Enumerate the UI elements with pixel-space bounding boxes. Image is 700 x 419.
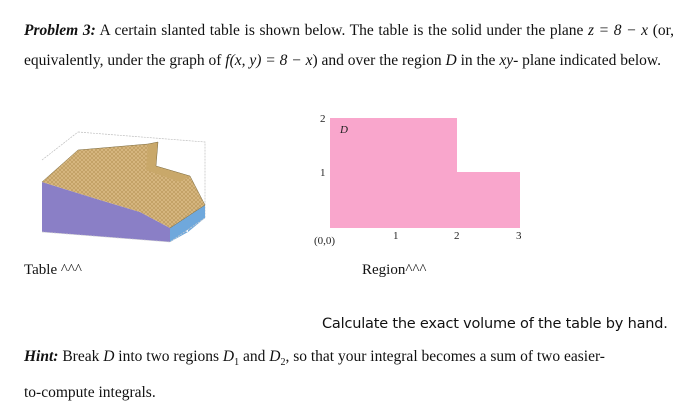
- hint-sub-2: 2: [280, 357, 286, 369]
- problem-label: Problem 3:: [24, 22, 96, 39]
- hint-sub-1: 1: [234, 357, 240, 369]
- or-text: (or, equivalently, under the graph of: [24, 22, 675, 69]
- hint-region-d2: D: [269, 348, 281, 365]
- x-tick-3: 3: [516, 230, 522, 242]
- plane-equation: z = 8 − x: [588, 22, 649, 39]
- in-the-text: in the: [460, 52, 496, 69]
- region-d-label: D: [340, 124, 348, 136]
- xy-text: xy-: [499, 52, 519, 69]
- x-tick-1: 1: [393, 230, 399, 242]
- hint-paragraph: [24, 342, 674, 408]
- table-3d-figure: [30, 120, 220, 255]
- x-tick-2: 2: [454, 230, 460, 242]
- region-figure: [300, 108, 540, 253]
- y-tick-2: 2: [320, 113, 326, 125]
- problem-sentence: A certain slanted table is shown below. The table is the solid under the plane: [99, 22, 584, 39]
- region-caption: Region^^^: [362, 262, 427, 278]
- hint-text-2: into two regions: [118, 348, 220, 365]
- region-d-shape: [330, 118, 520, 228]
- hint-region-d1: D: [222, 348, 235, 365]
- hint-text-1: Break: [62, 348, 100, 365]
- problem-statement: [24, 16, 674, 76]
- over-text: ) and over the region: [312, 52, 442, 69]
- table-caption: Table ^^^: [24, 262, 82, 278]
- hint-text-4: to-compute integrals.: [24, 384, 156, 402]
- problem-last-line: plane indicated below.: [522, 52, 661, 69]
- hint-region-d: D: [103, 348, 115, 365]
- calculate-instruction: Calculate the exact volume of the table by hand.: [322, 316, 668, 332]
- hint-label: Hint:: [24, 348, 59, 365]
- origin-label: (0,0): [314, 235, 336, 247]
- hint-and: and: [243, 348, 266, 365]
- function-expression: f(x, y) = 8 − x: [225, 52, 313, 69]
- hint-text-3: , so that your integral becomes a sum of two easier-: [285, 348, 605, 365]
- region-symbol: D: [445, 52, 457, 69]
- y-tick-1: 1: [320, 167, 326, 179]
